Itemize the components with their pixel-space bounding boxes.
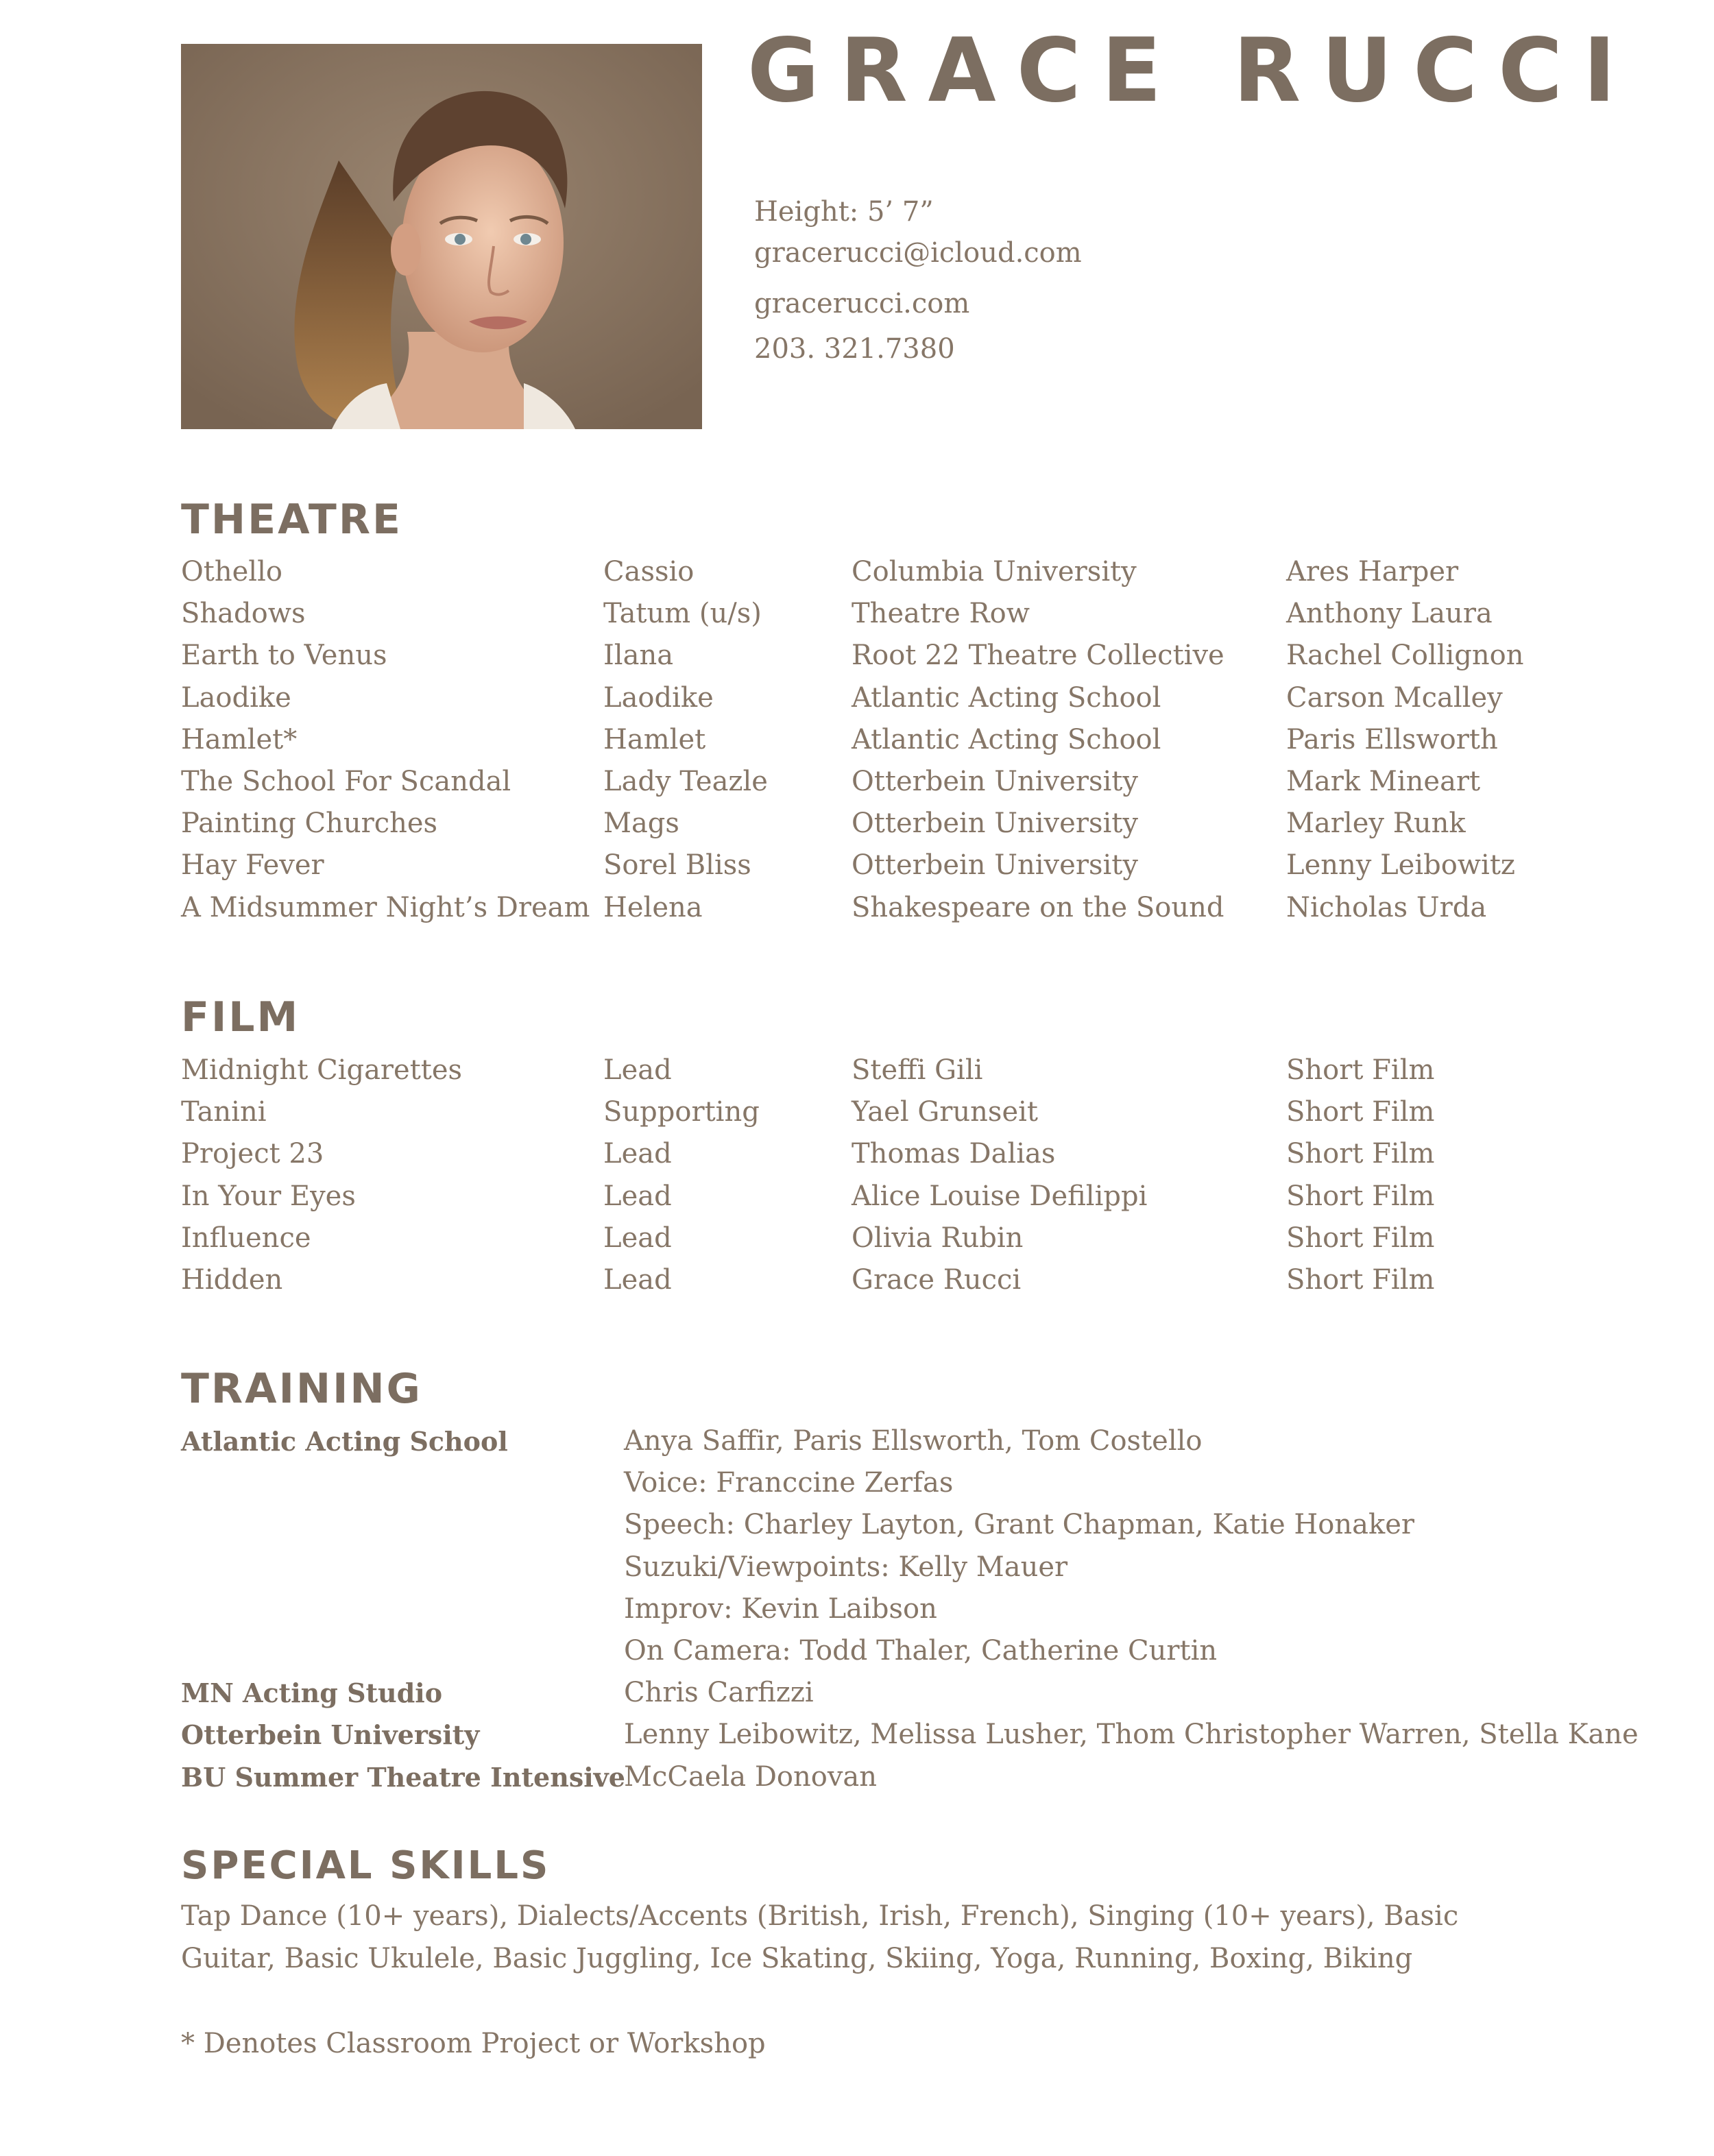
film-role: Supporting bbox=[603, 1096, 760, 1128]
theatre-role: Cassio bbox=[603, 556, 695, 588]
film-role: Lead bbox=[603, 1263, 672, 1296]
theatre-role: Mags bbox=[603, 808, 679, 840]
theatre-venue: Otterbein University bbox=[852, 808, 1138, 840]
actor-name: GRACE RUCCI bbox=[747, 20, 1637, 122]
film-director: Thomas Dalias bbox=[852, 1138, 1056, 1170]
film-director: Grace Rucci bbox=[852, 1263, 1022, 1296]
training-teachers: Improv: Kevin Laibson bbox=[624, 1592, 937, 1625]
footnote: * Denotes Classroom Project or Workshop bbox=[181, 2028, 766, 2059]
training-teachers: Lenny Leibowitz, Melissa Lusher, Thom Christopher Warren, Stella Kane bbox=[624, 1719, 1639, 1751]
theatre-role: Sorel Bliss bbox=[603, 849, 751, 882]
theatre-role: Helena bbox=[603, 891, 703, 923]
theatre-venue: Otterbein University bbox=[852, 849, 1138, 882]
theatre-venue: Atlantic Acting School bbox=[852, 723, 1161, 755]
special-skills-heading: SPECIAL SKILLS bbox=[181, 1843, 551, 1888]
phone-number: 203. 321.7380 bbox=[754, 333, 955, 365]
theatre-title: Earth to Venus bbox=[181, 640, 387, 672]
film-heading: FILM bbox=[181, 993, 300, 1041]
contact-info bbox=[754, 189, 1082, 372]
theatre-director: Anthony Laura bbox=[1286, 598, 1493, 630]
website-link[interactable]: gracerucci.com bbox=[754, 288, 970, 319]
theatre-venue: Otterbein University bbox=[852, 765, 1138, 797]
theatre-director: Marley Runk bbox=[1286, 808, 1466, 840]
theatre-title: Othello bbox=[181, 556, 282, 588]
film-title: In Your Eyes bbox=[181, 1180, 356, 1212]
film-director: Alice Louise Defilippi bbox=[852, 1180, 1148, 1212]
film-title: Project 23 bbox=[181, 1138, 324, 1170]
email-link[interactable]: gracerucci@icloud.com bbox=[754, 237, 1082, 269]
film-title: Hidden bbox=[181, 1263, 283, 1296]
theatre-title: A Midsummer Night’s Dream bbox=[181, 891, 590, 923]
film-format: Short Film bbox=[1286, 1180, 1435, 1212]
film-format: Short Film bbox=[1286, 1054, 1435, 1086]
special-skills-text: Tap Dance (10+ years), Dialects/Accents (British, Irish, French), Singing (10+ years), Basic Guitar, Basic Ukulele, Basic Juggling, Ice Skating, Skiing, Yoga, Running, Boxing, Biking bbox=[181, 1900, 1459, 1974]
theatre-venue: Columbia University bbox=[852, 556, 1137, 588]
theatre-heading: THEATRE bbox=[181, 496, 403, 544]
film-format: Short Film bbox=[1286, 1138, 1435, 1170]
film-director: Yael Grunseit bbox=[852, 1096, 1038, 1128]
theatre-role: Ilana bbox=[603, 640, 674, 672]
training-teachers: Anya Saffir, Paris Ellsworth, Tom Costello bbox=[624, 1425, 1203, 1457]
theatre-venue: Shakespeare on the Sound bbox=[852, 891, 1224, 923]
theatre-title: Hamlet* bbox=[181, 723, 298, 755]
theatre-director: Ares Harper bbox=[1286, 556, 1459, 588]
theatre-director: Rachel Collignon bbox=[1286, 640, 1524, 672]
training-school: BU Summer Theatre Intensive bbox=[181, 1761, 625, 1793]
height-text: Height: 5’ 7” bbox=[754, 196, 934, 228]
film-title: Midnight Cigarettes bbox=[181, 1054, 463, 1086]
theatre-role: Hamlet bbox=[603, 723, 706, 755]
film-format: Short Film bbox=[1286, 1263, 1435, 1296]
theatre-title: The School For Scandal bbox=[181, 765, 511, 797]
training-teachers: On Camera: Todd Thaler, Catherine Curtin bbox=[624, 1634, 1218, 1667]
theatre-title: Hay Fever bbox=[181, 849, 324, 882]
theatre-director: Carson Mcalley bbox=[1286, 681, 1503, 714]
film-director: Steffi Gili bbox=[852, 1054, 983, 1086]
training-teachers: Chris Carfizzi bbox=[624, 1677, 814, 1709]
theatre-director: Lenny Leibowitz bbox=[1286, 849, 1515, 882]
training-teachers: Suzuki/Viewpoints: Kelly Mauer bbox=[624, 1551, 1068, 1583]
theatre-title: Laodike bbox=[181, 681, 291, 714]
film-format: Short Film bbox=[1286, 1096, 1435, 1128]
theatre-venue: Root 22 Theatre Collective bbox=[852, 640, 1224, 672]
theatre-title: Painting Churches bbox=[181, 808, 438, 840]
film-director: Olivia Rubin bbox=[852, 1222, 1024, 1254]
training-school: Otterbein University bbox=[181, 1719, 480, 1751]
training-teachers: Speech: Charley Layton, Grant Chapman, Katie Honaker bbox=[624, 1509, 1415, 1541]
training-teachers: Voice: Franccine Zerfas bbox=[624, 1467, 954, 1499]
film-format: Short Film bbox=[1286, 1222, 1435, 1254]
theatre-role: Laodike bbox=[603, 681, 714, 714]
theatre-director: Paris Ellsworth bbox=[1286, 723, 1498, 755]
film-role: Lead bbox=[603, 1138, 672, 1170]
theatre-role: Tatum (u/s) bbox=[603, 598, 762, 630]
theatre-title: Shadows bbox=[181, 598, 306, 630]
film-role: Lead bbox=[603, 1180, 672, 1212]
training-heading: TRAINING bbox=[181, 1365, 422, 1413]
theatre-director: Mark Mineart bbox=[1286, 765, 1481, 797]
film-role: Lead bbox=[603, 1054, 672, 1086]
film-title: Influence bbox=[181, 1222, 311, 1254]
headshot-photo bbox=[181, 44, 702, 429]
theatre-venue: Theatre Row bbox=[852, 598, 1030, 630]
theatre-role: Lady Teazle bbox=[603, 765, 768, 797]
theatre-director: Nicholas Urda bbox=[1286, 891, 1487, 923]
training-teachers: McCaela Donovan bbox=[624, 1760, 878, 1793]
training-school: Atlantic Acting School bbox=[181, 1426, 508, 1457]
film-title: Tanini bbox=[181, 1096, 267, 1128]
training-school: MN Acting Studio bbox=[181, 1677, 443, 1709]
film-role: Lead bbox=[603, 1222, 672, 1254]
theatre-venue: Atlantic Acting School bbox=[852, 681, 1161, 714]
